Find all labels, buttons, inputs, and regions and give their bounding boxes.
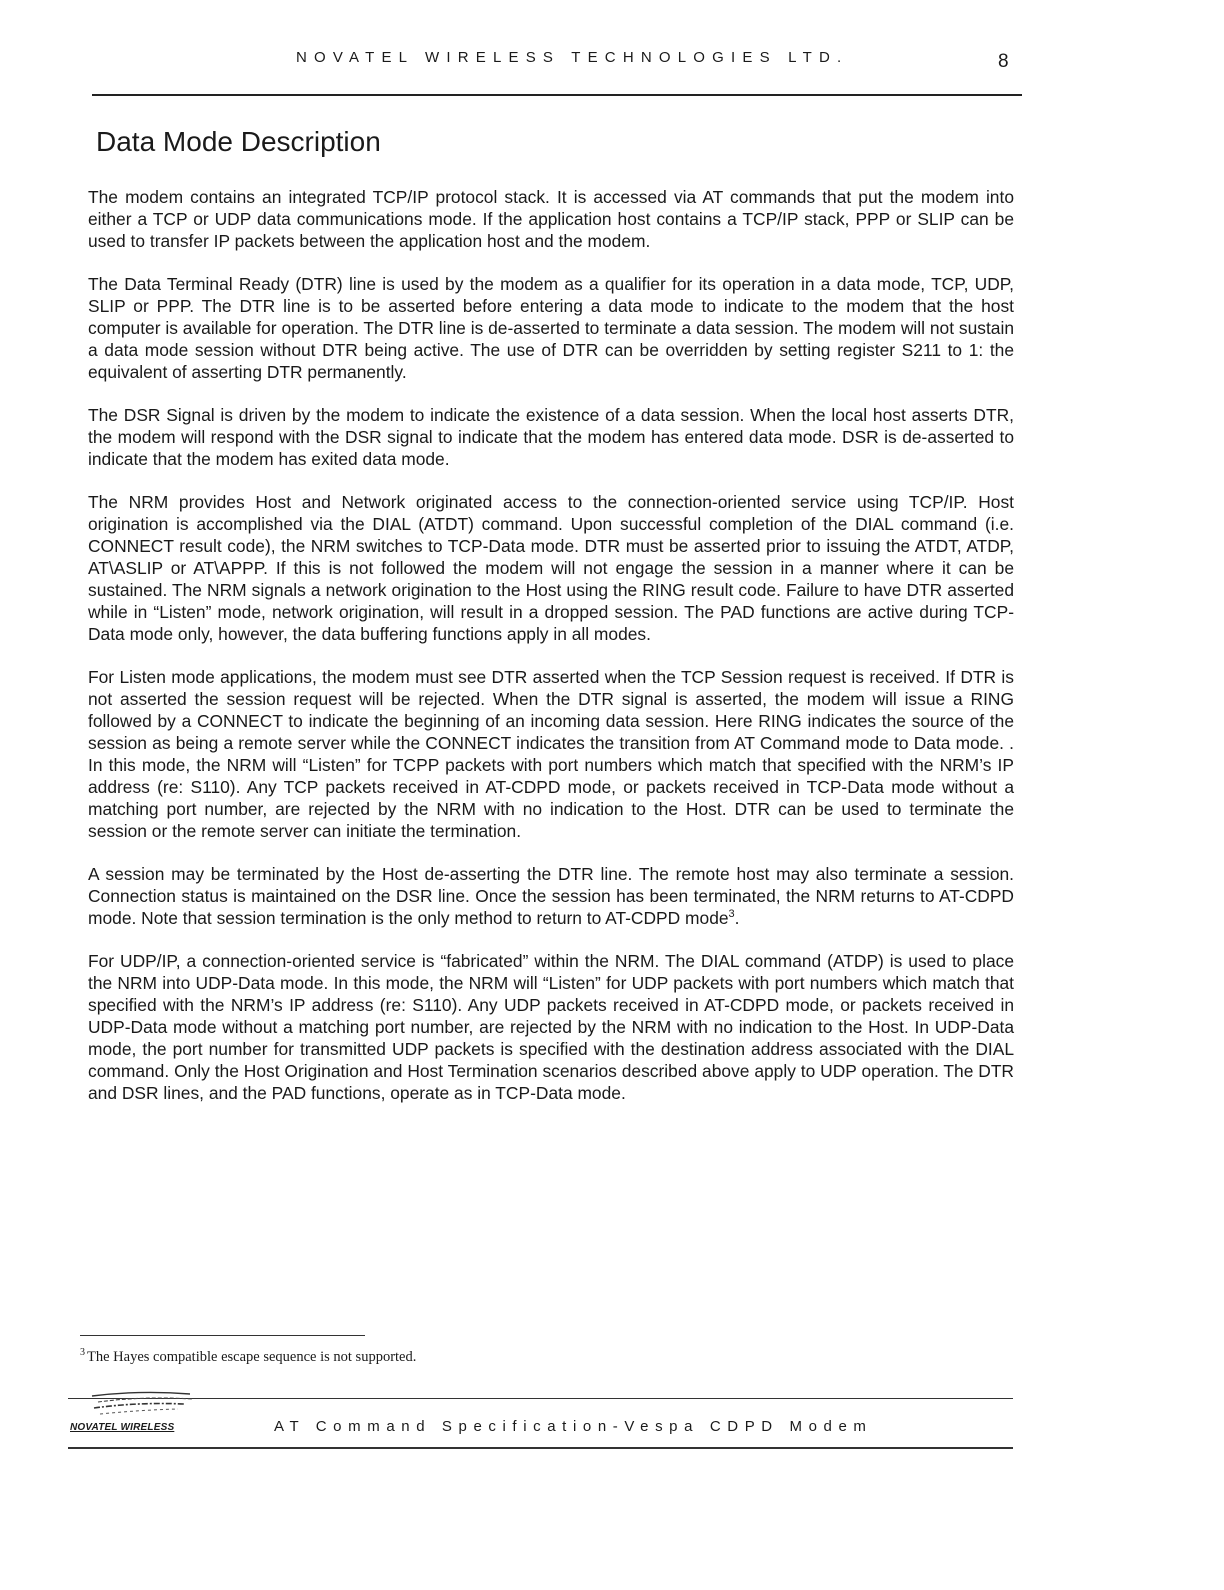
section-title: Data Mode Description [96,126,381,157]
body-text [88,186,1014,1125]
paragraph-4: The NRM provides Host and Network originated access to the connection-oriented service using TCP/IP. Host origination is accomplished via the DIAL (ATDT) command. Upon successful completion of the DIAL command (i.e. CONNECT result code), the NRM switches to TCP-Data mode. DTR must be asserted prior to issuing the ATDT, ATDP, AT\ASLIP or AT\APPP. If this is not followed the modem will not engage the session in a manner where it can be sustained. The NRM signals a network origination to the Host using the RING result code. Failure to have DTR asserted while in “Listen” mode, network origination, will result in a dropped session. The PAD functions are active during TCP-Data mode only, however, the data buffering functions apply in all modes. [88,492,1014,644]
paragraph-6 [88,863,1014,929]
logo-swoosh-icon [80,1390,195,1422]
footer-top-divider [68,1398,1013,1399]
footnote [80,1349,416,1366]
paragraph-6-end: . [734,908,740,928]
paragraph-1: The modem contains an integrated TCP/IP protocol stack. It is accessed via AT commands that put the modem into either a TCP or UDP data communications mode. If the application host contains a TCP/IP stack, PPP or SLIP can be used to transfer IP packets between the application host and the modem. [88,187,1014,251]
footer-bottom-divider [68,1447,1013,1449]
novatel-logo [70,1390,200,1440]
footnote-text: The Hayes compatible escape sequence is not supported. [87,1349,417,1365]
footnote-reference: 3 [728,908,735,921]
paragraph-3: The DSR Signal is driven by the modem to indicate the existence of a data session. When the local host asserts DTR, the modem will respond with the DSR signal to indicate that the modem has entered data mode. DSR is de-asserted to indicate that the modem has exited data mode. [88,405,1014,469]
logo-wordmark: NOVATEL WIRELESS [70,1422,175,1433]
footer-document-title: AT Command Specification-Vespa CDPD Modem [274,1418,873,1435]
footnote-mark: 3 [80,1347,85,1359]
footnote-divider [80,1335,365,1336]
page-number: 8 [998,51,1009,72]
header-divider [92,94,1022,96]
paragraph-5: For Listen mode applications, the modem must see DTR asserted when the TCP Session request is received. If DTR is not asserted the session request will be rejected. When the DTR signal is asserted, the modem will issue a RING followed by a CONNECT to indicate the beginning of an incoming data session. Here RING indicates the source of the session as being a remote server while the CONNECT indicates the transition from AT Command mode to Data mode. . In this mode, the NRM will “Listen” for TCPP packets with port numbers which match that specified with the NRM’s IP address (re: S110). Any TCP packets received in AT-CDPD mode, or packets received in TCP-Data mode without a matching port number, are rejected by the NRM with no indication to the Host. DTR can be used to terminate the session or the remote server can initiate the termination. [88,667,1014,841]
paragraph-7: For UDP/IP, a connection-oriented service is “fabricated” within the NRM. The DIAL command (ATDP) is used to place the NRM into UDP-Data mode. In this mode, the NRM will “Listen” for UDP packets with port numbers which match that specified with the NRM’s IP address (re: S110). Any UDP packets received in AT-CDPD mode, or packets received in UDP-Data mode without a matching port number, are rejected by the NRM with no indication to the Host. In UDP-Data mode, the port number for transmitted UDP packets is specified with the destination address associated with the DIAL command. Only the Host Origination and Host Termination scenarios described above apply to UDP operation. The DTR and DSR lines, and the PAD functions, operate as in TCP-Data mode. [88,951,1014,1103]
paragraph-2: The Data Terminal Ready (DTR) line is used by the modem as a qualifier for its operation in a data mode, TCP, UDP, SLIP or PPP. The DTR line is to be asserted before entering a data mode to indicate to the modem that the host computer is available for operation. The DTR line is de-asserted to terminate a data session. The modem will not sustain a data mode session without DTR being active. The use of DTR can be overridden by setting register S211 to 1: the equivalent of asserting DTR permanently. [88,274,1014,382]
paragraph-6-text: A session may be terminated by the Host de-asserting the DTR line. The remote host may also terminate a session. Connection status is maintained on the DSR line. Once the session has been terminated, the NRM returns to AT-CDPD mode. Note that session termination is the only method to return to AT-CDPD mode [88,864,1014,928]
header-company-name: NOVATEL WIRELESS TECHNOLOGIES LTD. [296,49,849,66]
